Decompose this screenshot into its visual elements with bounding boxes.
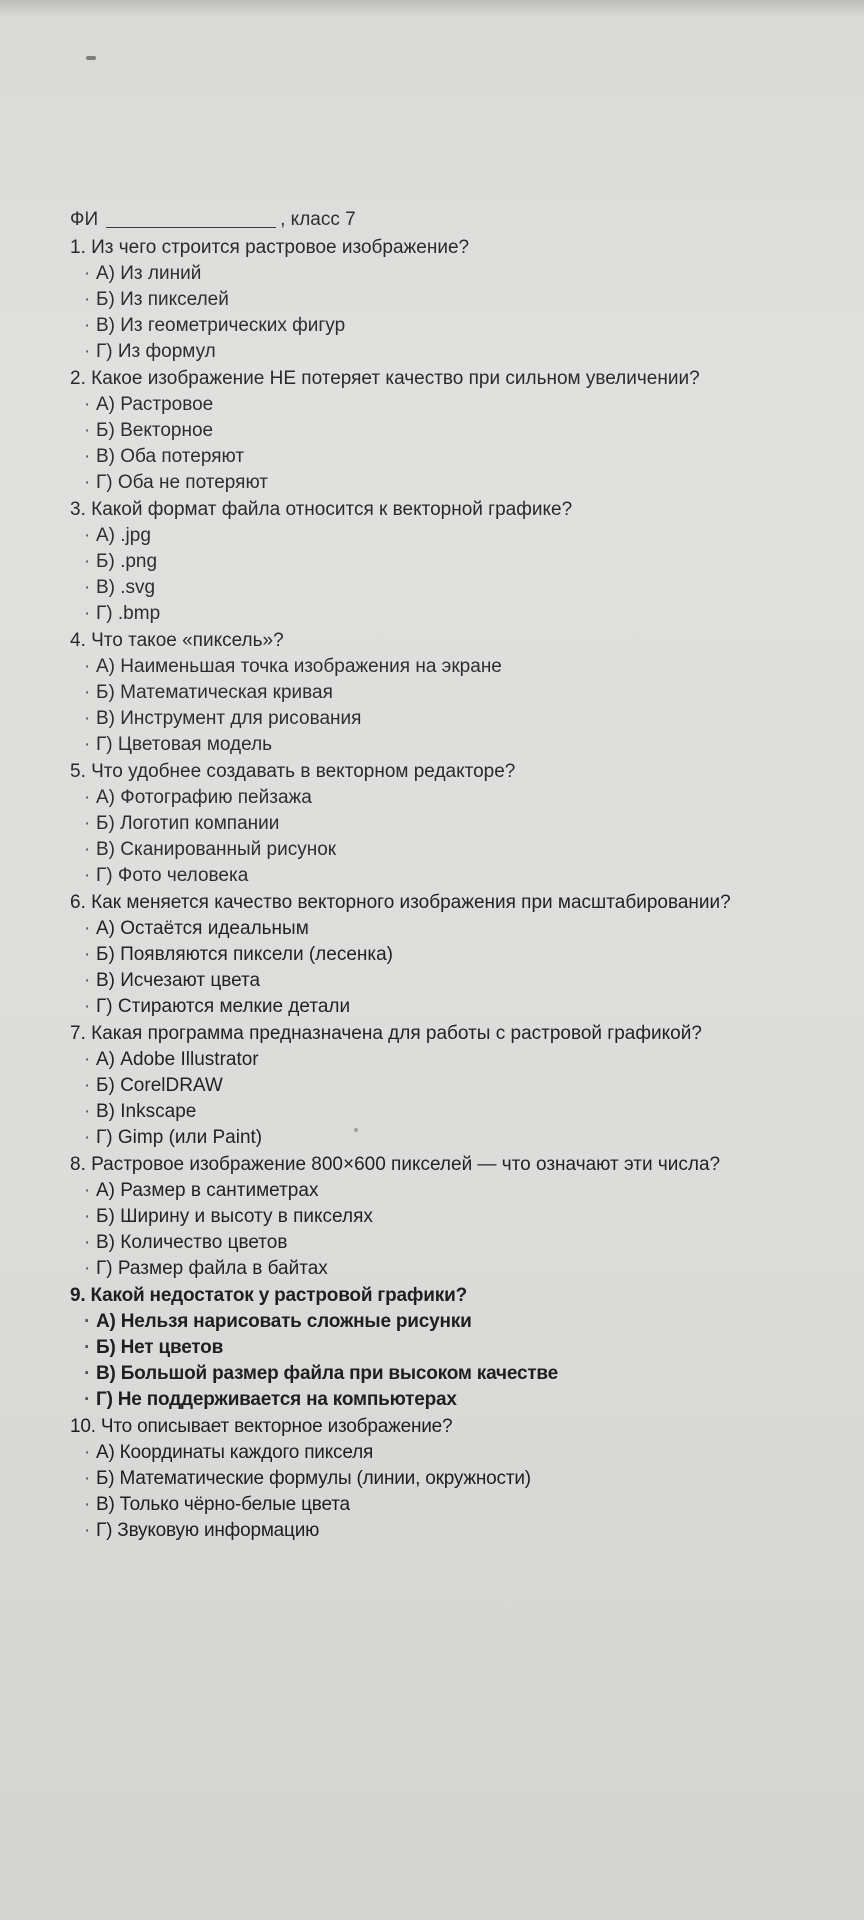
bullet-icon: · <box>84 1127 91 1148</box>
answer-option <box>70 601 850 627</box>
option-label: Г) Размер файла в байтах <box>96 1258 328 1279</box>
name-blank-line <box>106 226 276 228</box>
bullet-icon: · <box>84 682 91 703</box>
bullet-icon: · <box>84 263 91 284</box>
answer-option <box>70 392 850 418</box>
option-label: Б) Ширину и высоту в пикселях <box>96 1206 373 1227</box>
answer-option <box>70 1178 850 1204</box>
bullet-icon: · <box>84 996 91 1017</box>
question-block-7 <box>70 1020 850 1151</box>
answer-option <box>70 706 850 732</box>
answer-option <box>70 287 850 313</box>
option-label: Г) .bmp <box>96 603 161 624</box>
question-block-6 <box>70 889 850 1020</box>
bullet-icon: · <box>84 1101 91 1122</box>
answer-option <box>70 1230 850 1256</box>
bullet-icon: · <box>84 1494 91 1515</box>
question-text: 10. Что описывает векторное изображение? <box>70 1416 453 1437</box>
bullet-icon: · <box>84 472 91 493</box>
bullet-icon: · <box>84 577 91 598</box>
option-label: Г) Фото человека <box>96 865 249 886</box>
option-label: В) .svg <box>96 577 156 598</box>
bullet-icon: · <box>84 525 91 546</box>
answer-option <box>70 968 850 994</box>
option-label: А) Из линий <box>96 263 202 284</box>
option-label: Б) .png <box>96 551 158 572</box>
answer-option <box>70 1361 850 1387</box>
bullet-icon: · <box>84 944 91 965</box>
option-label: В) Большой размер файла при высоком качестве <box>96 1363 559 1384</box>
answer-option <box>70 1073 850 1099</box>
paper-top-edge <box>0 0 864 18</box>
option-label: А) Фотографию пейзажа <box>96 787 312 808</box>
bullet-icon: · <box>84 315 91 336</box>
bullet-icon: · <box>84 1258 91 1279</box>
question-text: 3. Какой формат файла относится к векторной графике? <box>70 499 573 520</box>
question-text: 1. Из чего строится растровое изображение? <box>70 237 470 258</box>
answer-option <box>70 261 850 287</box>
question-text: 8. Растровое изображение 800×600 пикселей — что означают эти числа? <box>70 1154 721 1175</box>
question-block-4 <box>70 627 850 758</box>
bullet-icon: · <box>84 708 91 729</box>
bullet-icon: · <box>84 1180 91 1201</box>
bullet-icon: · <box>84 1206 91 1227</box>
answer-option <box>70 339 850 365</box>
option-label: А) Координаты каждого пикселя <box>96 1442 374 1463</box>
answer-option <box>70 470 850 496</box>
option-label: В) Оба потеряют <box>96 446 245 467</box>
option-label: А) Растровое <box>96 394 214 415</box>
answer-option <box>70 1099 850 1125</box>
answer-option <box>70 994 850 1020</box>
option-label: Г) Из формул <box>96 341 216 362</box>
bullet-icon: · <box>84 1232 91 1253</box>
bullet-icon: · <box>84 839 91 860</box>
option-label: Г) Цветовая модель <box>96 734 273 755</box>
question-text: 2. Какое изображение НЕ потеряет качество при сильном увеличении? <box>70 368 700 389</box>
class-label: , класс 7 <box>280 209 356 230</box>
bullet-icon: · <box>84 813 91 834</box>
question-text: 6. Как меняется качество векторного изображения при масштабировании? <box>70 892 731 913</box>
answer-option <box>70 1047 850 1073</box>
option-label: Б) Из пикселей <box>96 289 229 310</box>
test-sheet <box>70 206 850 1544</box>
option-label: Б) CorelDRAW <box>96 1075 223 1096</box>
answer-option <box>70 680 850 706</box>
question-text: 5. Что удобнее создавать в векторном редакторе? <box>70 761 516 782</box>
answer-option <box>70 654 850 680</box>
bullet-icon: · <box>84 446 91 467</box>
question-block-3 <box>70 496 850 627</box>
answer-option <box>70 1204 850 1230</box>
ink-smudge <box>86 56 96 60</box>
option-label: А) Нельзя нарисовать сложные рисунки <box>96 1311 472 1332</box>
option-label: А) Остаётся идеальным <box>96 918 309 939</box>
answer-option <box>70 523 850 549</box>
bullet-icon: · <box>84 1363 91 1384</box>
bullet-icon: · <box>84 289 91 310</box>
option-label: А) Наименьшая точка изображения на экране <box>96 656 502 677</box>
option-label: Г) Не поддерживается на компьютерах <box>96 1389 457 1410</box>
answer-option <box>70 313 850 339</box>
bullet-icon: · <box>84 1389 91 1410</box>
answer-option <box>70 863 850 889</box>
answer-option <box>70 418 850 444</box>
bullet-icon: · <box>84 1337 91 1358</box>
bullet-icon: · <box>84 551 91 572</box>
bullet-icon: · <box>84 1520 91 1541</box>
bullet-icon: · <box>84 918 91 939</box>
answer-option <box>70 444 850 470</box>
answer-option <box>70 785 850 811</box>
question-block-10 <box>70 1413 850 1544</box>
answer-option <box>70 1256 850 1282</box>
bullet-icon: · <box>84 1075 91 1096</box>
answer-option <box>70 837 850 863</box>
option-label: В) Только чёрно-белые цвета <box>96 1494 350 1515</box>
question-block-2 <box>70 365 850 496</box>
bullet-icon: · <box>84 970 91 991</box>
question-list <box>70 234 850 1544</box>
answer-option <box>70 575 850 601</box>
option-label: Б) Появляются пиксели (лесенка) <box>96 944 394 965</box>
student-header <box>70 206 850 234</box>
name-label: ФИ <box>70 209 99 230</box>
question-block-1 <box>70 234 850 365</box>
option-label: А) Adobe Illustrator <box>96 1049 259 1070</box>
bullet-icon: · <box>84 656 91 677</box>
answer-option <box>70 1309 850 1335</box>
answer-option <box>70 1466 850 1492</box>
option-label: Г) Стираются мелкие детали <box>96 996 351 1017</box>
question-block-9 <box>70 1282 850 1413</box>
option-label: Б) Нет цветов <box>96 1337 224 1358</box>
bullet-icon: · <box>84 394 91 415</box>
option-label: В) Количество цветов <box>96 1232 288 1253</box>
bullet-icon: · <box>84 787 91 808</box>
bullet-icon: · <box>84 1442 91 1463</box>
question-block-8 <box>70 1151 850 1282</box>
answer-option <box>70 1387 850 1413</box>
bullet-icon: · <box>84 603 91 624</box>
question-text: 7. Какая программа предназначена для работы с растровой графикой? <box>70 1023 702 1044</box>
answer-option <box>70 1335 850 1361</box>
answer-option <box>70 1492 850 1518</box>
answer-option <box>70 732 850 758</box>
answer-option <box>70 811 850 837</box>
option-label: А) Размер в сантиметрах <box>96 1180 319 1201</box>
answer-option <box>70 1440 850 1466</box>
bullet-icon: · <box>84 734 91 755</box>
bullet-icon: · <box>84 420 91 441</box>
option-label: В) Из геометрических фигур <box>96 315 346 336</box>
option-label: А) .jpg <box>96 525 151 546</box>
bullet-icon: · <box>84 1049 91 1070</box>
option-label: Г) Gimp (или Paint) <box>96 1127 263 1148</box>
answer-option <box>70 1518 850 1544</box>
option-label: В) Inkscape <box>96 1101 197 1122</box>
option-label: Б) Математические формулы (линии, окружности) <box>96 1468 531 1489</box>
option-label: Г) Оба не потеряют <box>96 472 268 493</box>
answer-option <box>70 1125 850 1151</box>
question-text: 9. Какой недостаток у растровой графики? <box>70 1285 467 1306</box>
answer-option <box>70 549 850 575</box>
option-label: Б) Математическая кривая <box>96 682 333 703</box>
option-label: Б) Логотип компании <box>96 813 280 834</box>
option-label: В) Исчезают цвета <box>96 970 261 991</box>
bullet-icon: · <box>84 865 91 886</box>
question-text: 4. Что такое «пиксель»? <box>70 630 284 651</box>
answer-option <box>70 942 850 968</box>
option-label: В) Сканированный рисунок <box>96 839 337 860</box>
question-block-5 <box>70 758 850 889</box>
bullet-icon: · <box>84 341 91 362</box>
bullet-icon: · <box>84 1468 91 1489</box>
option-label: В) Инструмент для рисования <box>96 708 362 729</box>
option-label: Б) Векторное <box>96 420 214 441</box>
bullet-icon: · <box>84 1311 91 1332</box>
option-label: Г) Звуковую информацию <box>96 1520 320 1541</box>
answer-option <box>70 916 850 942</box>
